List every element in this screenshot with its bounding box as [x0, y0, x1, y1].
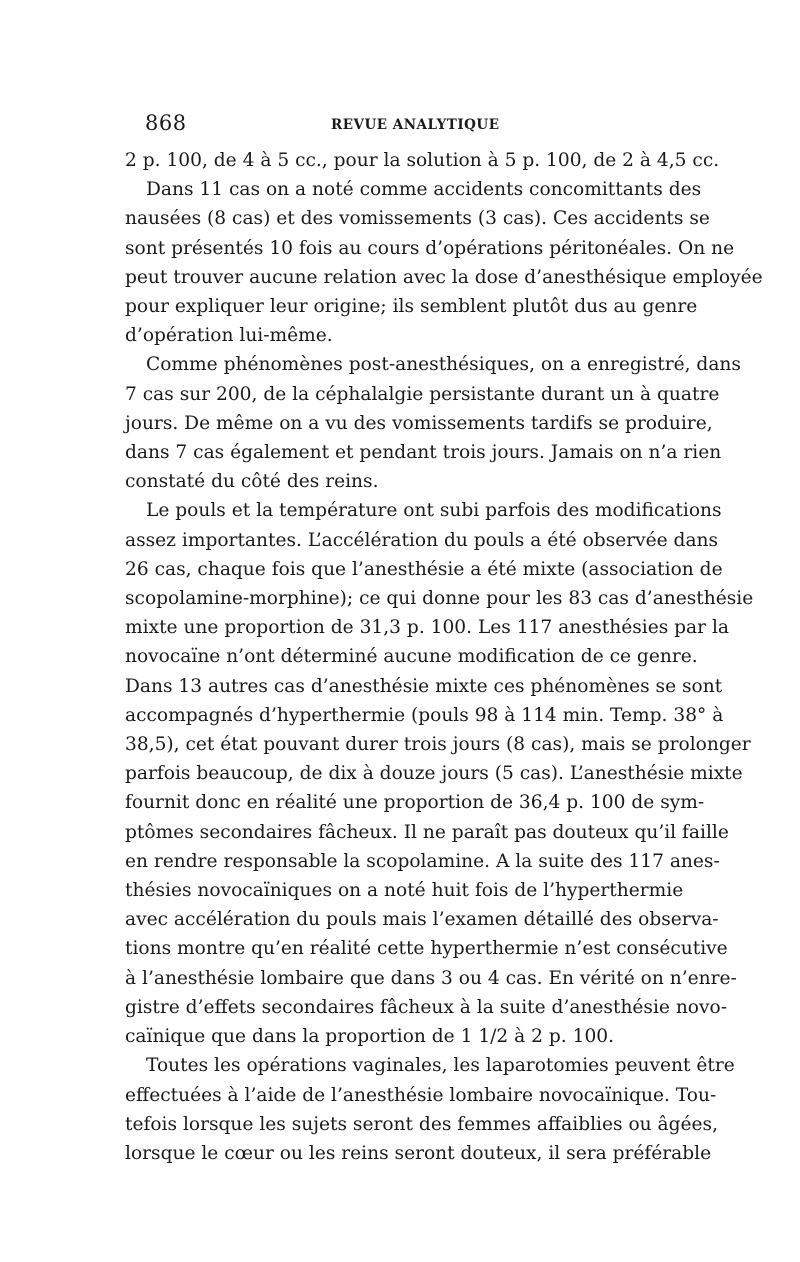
paragraph — [125, 1051, 735, 1168]
text-line: en rendre responsable la scopolamine. A la suite des 117 anes- — [125, 850, 720, 872]
text-line: Comme phénomènes post-anesthésiques, on a enregistré, dans — [146, 354, 741, 376]
text-line: Dans 13 autres cas d’anesthésie mixte ces phénomènes se sont — [125, 675, 723, 697]
text-line: 2 p. 100, de 4 à 5 cc., pour la solution à 5 p. 100, de 2 à 4,5 cc. — [125, 150, 720, 171]
text-line: fournit donc en réalité une proportion de 36,4 p. 100 de sym- — [125, 792, 705, 814]
text-line: 7 cas sur 200, de la céphalalgie persistante durant un à quatre — [125, 383, 720, 405]
text-line: mixte une proportion de 31,3 p. 100. Les 117 anesthésies par la — [125, 617, 729, 639]
text-line: effectuées à l’aide de l’anesthésie lombaire novocaïnique. Tou- — [125, 1084, 717, 1106]
text-line: parfois beaucoup, de dix à douze jours (5 cas). L’anesthésie mixte — [125, 763, 743, 785]
text-line: caïnique que dans la proportion de 1 1/2 à 2 p. 100. — [125, 1026, 615, 1048]
text-line: thésies novocaïniques on a noté huit fois de l’hyperthermie — [125, 880, 684, 902]
text-line: 38,5), cet état pouvant durer trois jours (8 cas), mais se prolonger — [125, 734, 751, 756]
text-line: peut trouver aucune relation avec la dose d’anesthésique employée — [125, 266, 763, 288]
text-line: tions montre qu’en réalité cette hyperthermie n’est consécutive — [125, 938, 728, 960]
text-line: scopolamine-morphine); ce qui donne pour les 83 cas d’anesthésie — [125, 588, 754, 610]
page-number: 868 — [145, 111, 187, 135]
text-line: Dans 11 cas on a noté comme accidents concomittants des — [146, 179, 702, 201]
text-line: tefois lorsque les sujets seront des femmes affaiblies ou âgées, — [125, 1113, 718, 1135]
text-line: constaté du côté des reins. — [125, 471, 379, 493]
text-line: Toutes les opérations vaginales, les laparotomies peuvent être — [146, 1055, 735, 1077]
body-text — [125, 146, 763, 1168]
text-line: accompagnés d’hyperthermie (pouls 98 à 114 min. Temp. 38° à — [125, 704, 724, 726]
text-line: ptômes secondaires fâcheux. Il ne paraît pas douteux qu’il faille — [125, 821, 729, 843]
text-line: lorsque le cœur ou les reins seront douteux, il sera préférable — [125, 1142, 712, 1164]
paragraph — [125, 146, 720, 175]
text-line: avec accélération du pouls mais l’examen détaillé des observa- — [125, 909, 719, 931]
text-line: novocaïne n’ont déterminé aucune modification de ce genre. — [125, 646, 698, 668]
paragraph — [125, 175, 763, 350]
text-line: assez importantes. L’accélération du pouls a été observée dans — [125, 529, 719, 551]
text-line: à l’anesthésie lombaire que dans 3 ou 4 cas. En vérité on n’enre- — [125, 967, 737, 989]
running-head: REVUE ANALYTIQUE — [331, 117, 500, 133]
paragraph — [125, 496, 754, 1051]
text-line: dans 7 cas également et pendant trois jours. Jamais on n’a rien — [125, 442, 722, 464]
text-line: jours. De même on a vu des vomissements tardifs se produire, — [125, 412, 713, 434]
text-line: sont présentés 10 fois au cours d’opérations péritonéales. On ne — [125, 237, 735, 259]
text-line: Le pouls et la température ont subi parfois des modifications — [146, 500, 722, 522]
text-line: nausées (8 cas) et des vomissements (3 cas). Ces accidents se — [125, 208, 710, 230]
text-line: gistre d’effets secondaires fâcheux à la suite d’anesthésie novo- — [125, 996, 727, 1018]
text-line: pour expliquer leur origine; ils semblent plutôt dus au genre — [125, 296, 698, 318]
text-line: d’opération lui-même. — [125, 325, 333, 347]
text-line: 26 cas, chaque fois que l’anesthésie a été mixte (association de — [125, 558, 723, 580]
paragraph — [125, 350, 741, 496]
